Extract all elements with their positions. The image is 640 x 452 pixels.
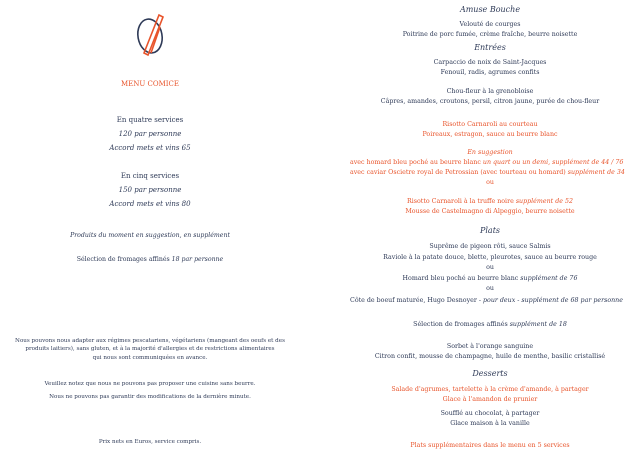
five-services-title: En cinq services xyxy=(120,172,180,180)
four-services-pairing: Accord mets et vins 65 xyxy=(109,144,191,152)
plat-1-title: Suprême de pigeon rôti, sauce Salmis xyxy=(429,243,551,250)
four-services-price: 120 par personne xyxy=(118,130,182,138)
dessert-2-desc: Glace maison à la vanille xyxy=(450,420,530,427)
price-footer: Prix nets en Euros, service compris. xyxy=(98,439,202,445)
sorbet-desc: Citron confit, mousse de champagne, huile de menthe, basilic cristallisé xyxy=(374,353,606,360)
truffle-risotto: Risotto Carnaroli à la truffe noire supplément de 52 xyxy=(407,198,573,205)
dietary-note: Nous pouvons nous adapter aux régimes pescatariens, végétariens (mangeant des oeufs et des produits laitiers), sans gluten, et à la majorité d'allergies et de restrictions alimentaires qui nous sont communiquées en avance. xyxy=(15,338,285,361)
menu-title: MENU COMICE xyxy=(120,80,180,88)
dessert-1-desc: Glace à l'amandon de prunier xyxy=(442,396,538,403)
entree-2-title: Chou-fleur à la grenobloise xyxy=(446,88,534,95)
truffle-risotto-desc: Mousse de Castelmagno di Alpeggio, beurre noisette xyxy=(405,208,575,215)
extra-dishes-note: Plats supplémentaires dans le menu en 5 services xyxy=(410,442,570,449)
butter-note: Veuillez notez que nous ne pouvons pas proposer une cuisine sans beurre. xyxy=(44,381,256,387)
plat-2-title: Homard bleu poché au beurre blanc supplément de 76 xyxy=(402,275,578,282)
five-services-pairing: Accord mets et vins 80 xyxy=(109,200,191,208)
comice-logo xyxy=(133,9,167,59)
four-services-title: En quatre services xyxy=(116,116,184,124)
amuse-heading: Amuse Bouche xyxy=(459,5,521,14)
five-services-price: 150 par personne xyxy=(118,186,182,194)
sorbet-title: Sorbet à l'orange sanguine xyxy=(446,343,534,350)
products-suggestion: Produits du moment en suggestion, en supplément xyxy=(70,232,230,239)
or-separator: ou xyxy=(486,285,494,292)
or-separator: ou xyxy=(486,179,494,186)
cheese-supplement: Sélection de fromages affinés supplément de 18 xyxy=(413,321,567,328)
dessert-1-title: Salade d'agrumes, tartelette à la crème d'amande, à partager xyxy=(391,386,589,393)
plat-3-title: Côte de boeuf maturée, Hugo Desnoyer - pour deux - supplément de 68 par personne xyxy=(350,297,623,304)
suggestion-lobster: avec homard bleu poché au beurre blanc un quart ou un demi, supplément de 44 / 76 xyxy=(350,159,624,166)
entrees-heading: Entrées xyxy=(474,43,506,52)
entree-2-desc: Câpres, amandes, croutons, persil, citron jaune, purée de chou-fleur xyxy=(380,98,600,105)
amuse-dish: Velouté de courges xyxy=(459,21,521,28)
last-minute-note: Nous ne pouvons pas garantir des modifications de la dernière minute. xyxy=(49,394,251,400)
dessert-2-title: Soufflé au chocolat, à partager xyxy=(440,410,540,417)
suggestion-heading: En suggestion xyxy=(467,149,513,156)
entree-1-desc: Fenouil, radis, agrumes confits xyxy=(440,69,540,76)
cheese-selection: Sélection de fromages affinés 18 par personne xyxy=(76,256,224,263)
plats-heading: Plats xyxy=(479,226,501,235)
entree-1-title: Carpaccio de noix de Saint-Jacques xyxy=(433,59,547,66)
entree-3-desc: Poireaux, estragon, sauce au beurre blanc xyxy=(422,131,558,138)
entree-3-title: Risotto Carnaroli au courteau xyxy=(442,121,538,128)
or-separator: ou xyxy=(486,264,494,271)
suggestion-caviar: avec caviar Oscietre royal de Petrossian (avec tourteau ou homard) supplément de 34 xyxy=(350,169,625,176)
plat-1-desc: Raviole à la patate douce, blette, pleurotes, sauce au beurre rouge xyxy=(383,254,597,261)
desserts-heading: Desserts xyxy=(472,369,508,378)
amuse-desc: Poitrine de porc fumée, crème fraîche, beurre noisette xyxy=(402,31,578,38)
